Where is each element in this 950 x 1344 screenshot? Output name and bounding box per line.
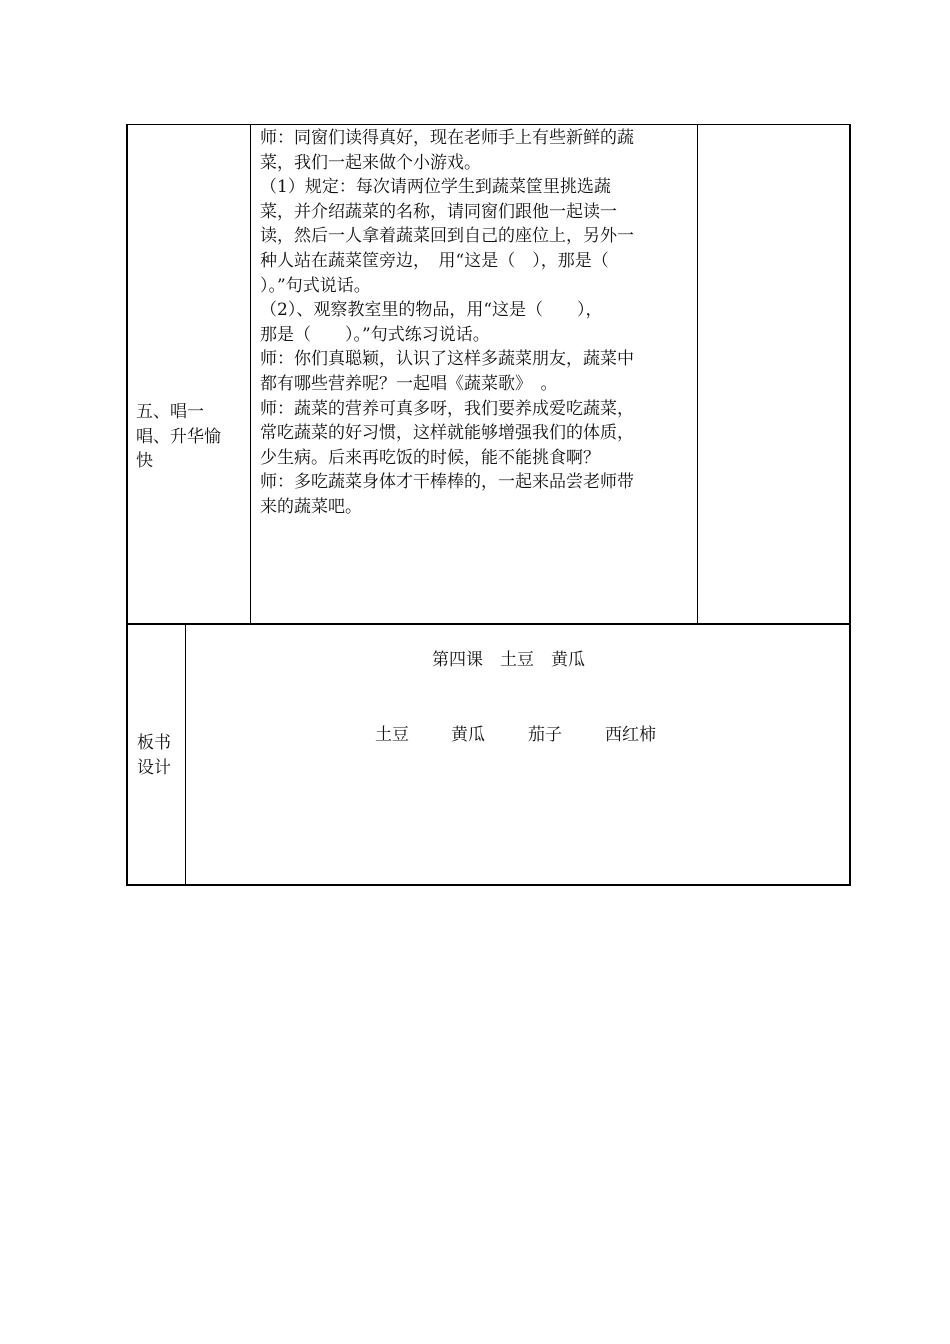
content-line: 种人站在蔬菜筐旁边， 用“这是（ ），那是（ <box>260 250 609 271</box>
lower-divider <box>185 624 186 886</box>
board-label-line: 设计 <box>137 758 171 778</box>
table-top-border <box>126 124 851 125</box>
content-line: 常吃蔬菜的好习惯，这样就能够增强我们的体质， <box>260 423 634 444</box>
board-word: 黄瓜 <box>451 725 485 745</box>
content-line: 师：蔬菜的营养可真多呀，我们要养成爱吃蔬菜， <box>260 398 634 419</box>
stage-label-line: 快 <box>136 451 153 472</box>
content-line: 都有哪些营养呢？一起唱《蔬菜歌》 。 <box>260 373 558 394</box>
table-bottom-border <box>126 884 851 886</box>
section-divider <box>126 623 851 625</box>
content-line: 菜，我们一起来做个小游戏。 <box>260 152 481 173</box>
content-line: 少生病。后来再吃饭的时候，能不能挑食啊？ <box>260 447 600 468</box>
content-line: （1）规定：每次请两位学生到蔬菜筐里挑选蔬 <box>260 177 611 198</box>
content-line: ）。”句式说话。 <box>260 275 371 296</box>
stage-label <box>136 400 236 474</box>
content-line: 读，然后一人拿着蔬菜回到自己的座位上，另外一 <box>260 226 634 247</box>
board-word: 土豆 <box>375 725 409 745</box>
board-title: 第四课 土豆 黄瓜 <box>432 650 585 670</box>
table-right-border <box>849 124 851 886</box>
board-design-label <box>137 731 177 781</box>
lesson-content <box>260 126 700 520</box>
content-line: 师：多吃蔬菜身体才干棒棒的，一起来品尝老师带 <box>260 472 634 493</box>
board-word: 西红柿 <box>605 725 656 745</box>
upper-divider-1 <box>250 124 251 624</box>
content-line: 那是（ ）。”句式练习说话。 <box>260 324 490 345</box>
content-line: 来的蔬菜吧。 <box>260 496 362 517</box>
stage-label-line: 五、唱一 <box>136 402 204 422</box>
content-line: 菜，并介绍蔬菜的名称，请同窗们跟他一起读一 <box>260 201 617 222</box>
content-line: 师：同窗们读得真好，现在老师手上有些新鲜的蔬 <box>260 128 634 148</box>
board-label-line: 板书 <box>137 733 171 753</box>
table-left-border <box>126 124 128 886</box>
content-line: 师：你们真聪颖，认识了这样多蔬菜朋友，蔬菜中 <box>260 349 634 370</box>
board-word: 茄子 <box>528 725 562 745</box>
content-line: （2）、观察教室里的物品，用“这是（ ）， <box>260 300 603 321</box>
stage-label-line: 唱、升华愉 <box>136 426 221 447</box>
